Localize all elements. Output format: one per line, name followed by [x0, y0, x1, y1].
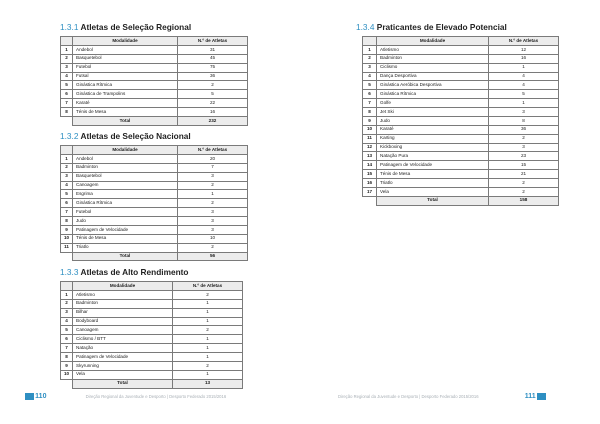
left-footer — [25, 393, 226, 405]
total-label: Total — [73, 252, 178, 261]
table-row — [363, 99, 559, 108]
header-index-cell — [61, 37, 73, 46]
row-index: 7 — [363, 99, 377, 108]
table-row — [363, 179, 559, 188]
row-count: 1 — [489, 99, 559, 108]
row-count: 4 — [489, 81, 559, 90]
row-modalidade: Ginástica de Trampolins — [73, 90, 178, 99]
row-index: 1 — [61, 154, 73, 163]
page-marker-icon — [25, 393, 34, 400]
section-title: Atletas de Seleção Regional — [80, 22, 192, 32]
header-index-cell — [363, 37, 377, 46]
table-row — [61, 199, 248, 208]
row-count: 16 — [178, 108, 248, 117]
table-row — [61, 290, 243, 299]
row-count: 7 — [178, 163, 248, 172]
row-modalidade: Karting — [377, 134, 489, 143]
row-index: 8 — [61, 353, 73, 362]
row-modalidade: Kickboxing — [377, 143, 489, 152]
header-modalidade: Modalidade — [73, 282, 173, 291]
row-count: 4 — [489, 72, 559, 81]
row-count: 5 — [489, 90, 559, 99]
row-index: 7 — [61, 99, 73, 108]
row-index: 3 — [61, 63, 73, 72]
page-number: 110 — [35, 393, 47, 400]
table-row — [61, 217, 248, 226]
header-numero-atletas: N.º de Atletas — [489, 37, 559, 46]
row-count: 2 — [178, 181, 248, 190]
table-row — [363, 63, 559, 72]
section-atletas-selecao-nacional — [60, 131, 248, 261]
row-count: 3 — [489, 143, 559, 152]
total-spacer — [61, 379, 73, 388]
table-total-row — [61, 379, 243, 388]
row-index: 9 — [363, 116, 377, 125]
row-modalidade: Bilhar — [73, 308, 173, 317]
table-header-row — [61, 282, 243, 291]
row-count: 31 — [178, 45, 248, 54]
row-count: 1 — [173, 317, 243, 326]
row-count: 10 — [178, 234, 248, 243]
table-row — [61, 163, 248, 172]
table-row — [363, 45, 559, 54]
row-modalidade: Patinagem de Velocidade — [73, 353, 173, 362]
row-index: 10 — [61, 370, 73, 379]
row-index: 6 — [61, 90, 73, 99]
row-index: 12 — [363, 143, 377, 152]
table-row — [61, 208, 248, 217]
total-spacer — [61, 116, 73, 125]
row-count: 2 — [173, 361, 243, 370]
table-row — [61, 299, 243, 308]
row-index: 4 — [61, 317, 73, 326]
row-index: 13 — [363, 152, 377, 161]
row-index: 9 — [61, 225, 73, 234]
table-row — [61, 45, 248, 54]
row-count: 3 — [178, 217, 248, 226]
row-modalidade: Skyrunning — [73, 361, 173, 370]
total-label: Total — [73, 116, 178, 125]
row-count: 23 — [489, 152, 559, 161]
row-modalidade: Vela — [73, 370, 173, 379]
row-index: 10 — [363, 125, 377, 134]
page-marker-icon — [537, 393, 546, 400]
row-count: 20 — [178, 154, 248, 163]
table-row — [61, 308, 243, 317]
table-row — [61, 335, 243, 344]
row-modalidade: Patinagem de Velocidade — [377, 161, 489, 170]
row-modalidade: Karaté — [73, 99, 178, 108]
row-index: 1 — [363, 45, 377, 54]
header-modalidade: Modalidade — [73, 146, 178, 155]
data-table — [60, 281, 243, 389]
row-index: 5 — [61, 81, 73, 90]
row-count: 2 — [173, 290, 243, 299]
row-index: 6 — [61, 199, 73, 208]
row-count: 2 — [178, 199, 248, 208]
row-index: 11 — [363, 134, 377, 143]
row-count: 1 — [173, 299, 243, 308]
table-header-row — [363, 37, 559, 46]
row-index: 3 — [363, 63, 377, 72]
row-modalidade: Triatlo — [73, 243, 178, 252]
section-number: 1.3.1 — [60, 22, 79, 32]
row-modalidade: Ciclismo / BTT — [73, 335, 173, 344]
total-label: Total — [73, 379, 173, 388]
row-modalidade: Triatlo — [377, 179, 489, 188]
header-index-cell — [61, 282, 73, 291]
table-row — [363, 81, 559, 90]
table-row — [61, 190, 248, 199]
section-number: 1.3.2 — [60, 131, 79, 141]
row-index: 4 — [363, 72, 377, 81]
row-modalidade: Karaté — [377, 125, 489, 134]
right-footer — [338, 393, 546, 405]
table-row — [61, 108, 248, 117]
table-row — [61, 99, 248, 108]
total-value: 13 — [173, 379, 243, 388]
table-row — [363, 187, 559, 196]
section-heading — [356, 22, 559, 32]
row-index: 2 — [61, 299, 73, 308]
row-modalidade: Judo — [377, 116, 489, 125]
header-numero-atletas: N.º de Atletas — [173, 282, 243, 291]
section-heading — [60, 267, 243, 277]
row-modalidade: Badminton — [73, 163, 178, 172]
table-row — [61, 181, 248, 190]
row-index: 2 — [363, 54, 377, 63]
row-modalidade: Ginástica Rítmica — [73, 81, 178, 90]
row-modalidade: Vela — [377, 187, 489, 196]
row-count: 36 — [178, 72, 248, 81]
footer-text: Direção Regional da Juventude e Desporto | Desporto Federado 2015/2016 — [338, 394, 479, 399]
row-index: 11 — [61, 243, 73, 252]
row-count: 3 — [178, 225, 248, 234]
row-count: 1 — [489, 63, 559, 72]
row-modalidade: Ciclismo — [377, 63, 489, 72]
row-modalidade: Bodyboard — [73, 317, 173, 326]
row-count: 12 — [489, 45, 559, 54]
row-modalidade: Canoagem — [73, 181, 178, 190]
table-row — [61, 63, 248, 72]
row-count: 2 — [489, 134, 559, 143]
row-modalidade: Andebol — [73, 45, 178, 54]
footer-text: Direção Regional da Juventude e Desporto | Desporto Federado 2015/2016 — [85, 394, 227, 399]
row-modalidade: Jet Ski — [377, 108, 489, 117]
table-row — [61, 326, 243, 335]
row-index: 17 — [363, 187, 377, 196]
section-number: 1.3.3 — [60, 267, 79, 277]
table-row — [61, 81, 248, 90]
row-count: 2 — [178, 81, 248, 90]
table-row — [61, 225, 248, 234]
row-count: 1 — [173, 344, 243, 353]
row-index: 4 — [61, 72, 73, 81]
right-page — [300, 0, 600, 424]
total-value: 232 — [178, 116, 248, 125]
row-count: 75 — [178, 63, 248, 72]
row-modalidade: Dança Desportiva — [377, 72, 489, 81]
row-index: 4 — [61, 181, 73, 190]
total-value: 158 — [489, 196, 559, 205]
total-value: 56 — [178, 252, 248, 261]
data-table — [60, 145, 248, 261]
section-title: Praticantes de Elevado Potencial — [376, 22, 507, 32]
row-modalidade: Atletismo — [377, 45, 489, 54]
row-count: 45 — [178, 54, 248, 63]
header-numero-atletas: N.º de Atletas — [178, 146, 248, 155]
row-modalidade: Futebol — [73, 63, 178, 72]
row-index: 3 — [61, 308, 73, 317]
row-modalidade: Judo — [73, 217, 178, 226]
table-row — [363, 125, 559, 134]
row-modalidade: Esgrima — [73, 190, 178, 199]
row-count: 2 — [173, 326, 243, 335]
table-row — [363, 108, 559, 117]
section-atletas-alto-rendimento — [60, 267, 243, 389]
table-row — [61, 172, 248, 181]
page-number: 111 — [524, 393, 536, 400]
row-index: 6 — [61, 335, 73, 344]
row-count: 2 — [489, 179, 559, 188]
table-row — [363, 161, 559, 170]
table-row — [363, 143, 559, 152]
table-row — [363, 72, 559, 81]
row-index: 6 — [363, 90, 377, 99]
table-row — [363, 116, 559, 125]
row-index: 5 — [61, 326, 73, 335]
row-count: 5 — [178, 90, 248, 99]
row-count: 1 — [173, 335, 243, 344]
table-row — [61, 344, 243, 353]
data-table — [362, 36, 559, 206]
row-count: 3 — [178, 172, 248, 181]
section-praticantes-elevado-potencial — [356, 22, 559, 206]
table-row — [363, 170, 559, 179]
row-count: 1 — [173, 308, 243, 317]
total-label: Total — [377, 196, 489, 205]
row-index: 14 — [363, 161, 377, 170]
table-row — [363, 134, 559, 143]
row-count: 21 — [489, 170, 559, 179]
table-header-row — [61, 146, 248, 155]
row-modalidade: Golfe — [377, 99, 489, 108]
row-index: 8 — [61, 108, 73, 117]
table-header-row — [61, 37, 248, 46]
row-index: 15 — [363, 170, 377, 179]
table-row — [363, 54, 559, 63]
row-modalidade: Basquetebol — [73, 172, 178, 181]
row-index: 1 — [61, 290, 73, 299]
row-count: 3 — [178, 208, 248, 217]
row-modalidade: Badminton — [377, 54, 489, 63]
table-row — [61, 54, 248, 63]
table-total-row — [363, 196, 559, 205]
row-modalidade: Ténis de Mesa — [73, 234, 178, 243]
row-count: 22 — [178, 99, 248, 108]
row-index: 5 — [363, 81, 377, 90]
table-row — [61, 72, 248, 81]
table-row — [61, 353, 243, 362]
row-modalidade: Canoagem — [73, 326, 173, 335]
header-numero-atletas: N.º de Atletas — [178, 37, 248, 46]
row-count: 2 — [178, 243, 248, 252]
row-index: 16 — [363, 179, 377, 188]
table-row — [61, 154, 248, 163]
row-index: 9 — [61, 361, 73, 370]
row-index: 7 — [61, 208, 73, 217]
header-modalidade: Modalidade — [73, 37, 178, 46]
row-index: 2 — [61, 163, 73, 172]
row-count: 8 — [489, 116, 559, 125]
row-modalidade: Natação — [73, 344, 173, 353]
table-row — [61, 317, 243, 326]
row-index: 7 — [61, 344, 73, 353]
row-count: 1 — [178, 190, 248, 199]
section-heading — [60, 22, 248, 32]
row-modalidade: Atletismo — [73, 290, 173, 299]
total-spacer — [61, 252, 73, 261]
row-modalidade: Ginástica Rítmica — [73, 199, 178, 208]
row-count: 2 — [489, 187, 559, 196]
table-row — [363, 90, 559, 99]
row-modalidade: Ginástica Aeróbica Desportiva — [377, 81, 489, 90]
row-index: 5 — [61, 190, 73, 199]
row-index: 2 — [61, 54, 73, 63]
table-total-row — [61, 116, 248, 125]
table-row — [363, 152, 559, 161]
row-count: 3 — [489, 108, 559, 117]
row-index: 1 — [61, 45, 73, 54]
header-modalidade: Modalidade — [377, 37, 489, 46]
table-total-row — [61, 252, 248, 261]
row-modalidade: Ginástica Rítmica — [377, 90, 489, 99]
data-table — [60, 36, 248, 126]
total-spacer — [363, 196, 377, 205]
row-modalidade: Andebol — [73, 154, 178, 163]
row-modalidade: Basquetebol — [73, 54, 178, 63]
row-modalidade: Futsal — [73, 72, 178, 81]
row-modalidade: Ténis de Mesa — [73, 108, 178, 117]
row-index: 3 — [61, 172, 73, 181]
table-row — [61, 361, 243, 370]
row-index: 8 — [363, 108, 377, 117]
table-row — [61, 243, 248, 252]
row-count: 36 — [489, 125, 559, 134]
table-row — [61, 90, 248, 99]
row-count: 1 — [173, 370, 243, 379]
table-row — [61, 234, 248, 243]
section-heading — [60, 131, 248, 141]
row-count: 1 — [173, 353, 243, 362]
table-row — [61, 370, 243, 379]
row-modalidade: Badminton — [73, 299, 173, 308]
section-title: Atletas de Alto Rendimento — [80, 267, 189, 277]
row-count: 15 — [489, 161, 559, 170]
section-number: 1.3.4 — [356, 22, 375, 32]
row-count: 16 — [489, 54, 559, 63]
row-modalidade: Futebol — [73, 208, 178, 217]
section-atletas-selecao-regional — [60, 22, 248, 126]
header-index-cell — [61, 146, 73, 155]
row-modalidade: Natação Pura — [377, 152, 489, 161]
row-index: 10 — [61, 234, 73, 243]
row-index: 8 — [61, 217, 73, 226]
section-title: Atletas de Seleção Nacional — [80, 131, 191, 141]
row-modalidade: Ténis de Mesa — [377, 170, 489, 179]
row-modalidade: Patinagem de Velocidade — [73, 225, 178, 234]
